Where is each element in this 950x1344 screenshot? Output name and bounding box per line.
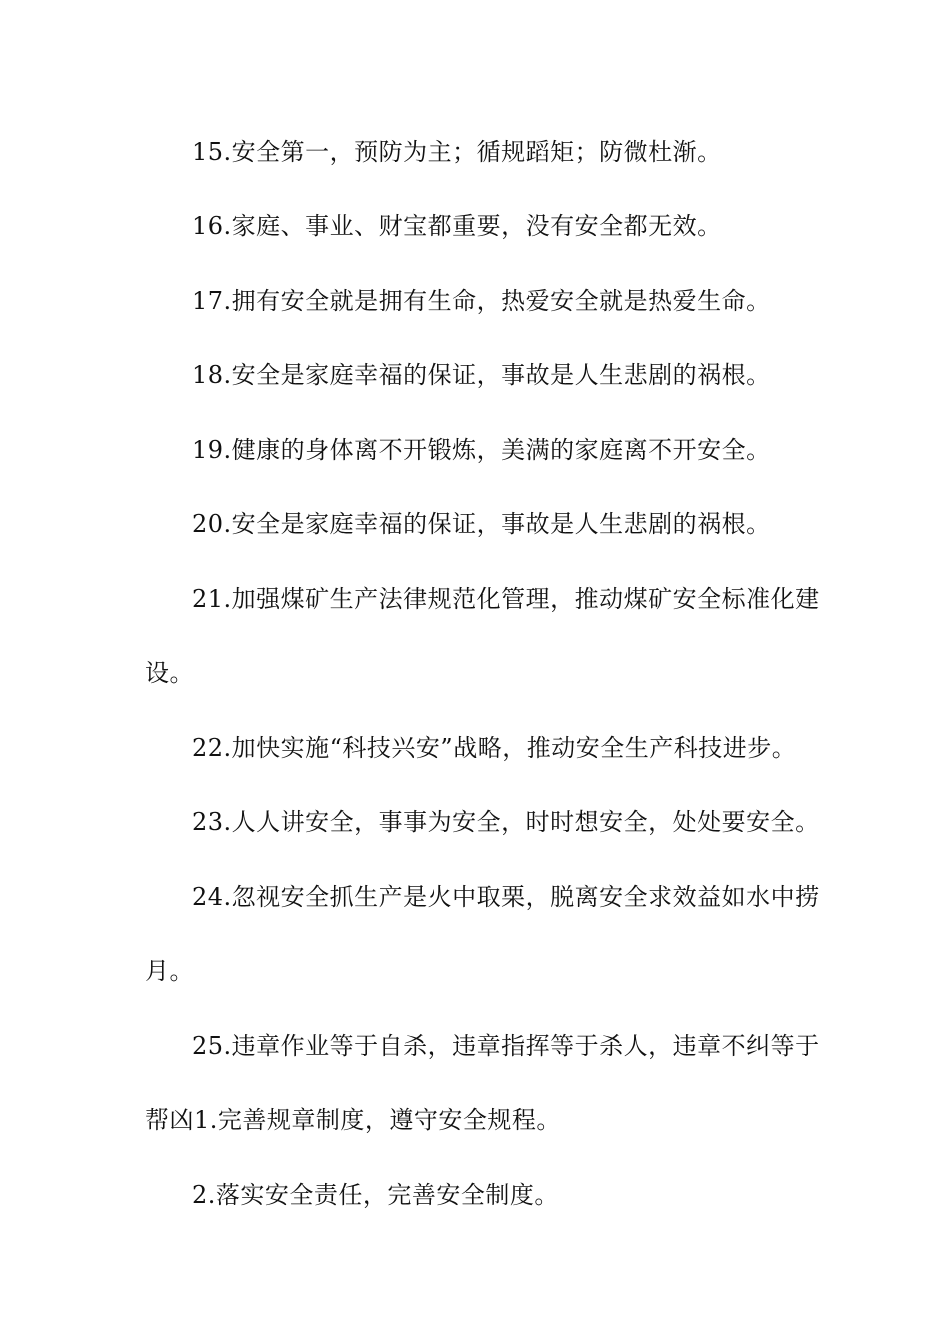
paragraph-line: 17.拥有安全就是拥有生命，热爱安全就是热爱生命。 xyxy=(192,287,771,315)
paragraph-line: 2.落实安全责任，完善安全制度。 xyxy=(192,1181,559,1209)
paragraph-line: 帮凶1.完善规章制度，遵守安全规程。 xyxy=(145,1106,561,1134)
paragraph-line: 设。 xyxy=(145,659,194,687)
paragraph-line: 15.安全第一，预防为主；循规蹈矩；防微杜渐。 xyxy=(192,138,722,166)
paragraph-line: 16.家庭、事业、财宝都重要，没有安全都无效。 xyxy=(192,212,722,240)
paragraph-line: 21.加强煤矿生产法律规范化管理，推动煤矿安全标准化建 xyxy=(192,585,820,613)
paragraph-line: 月。 xyxy=(145,957,194,985)
paragraph-line: 19.健康的身体离不开锻炼，美满的家庭离不开安全。 xyxy=(192,436,771,464)
paragraph-line: 20.安全是家庭幸福的保证，事故是人生悲剧的祸根。 xyxy=(192,510,771,538)
paragraph-line: 18.安全是家庭幸福的保证，事故是人生悲剧的祸根。 xyxy=(192,361,771,389)
paragraph-line: 22.加快实施“科技兴安”战略，推动安全生产科技进步。 xyxy=(192,734,797,762)
paragraph-line: 24.忽视安全抓生产是火中取栗，脱离安全求效益如水中捞 xyxy=(192,883,820,911)
paragraph-line: 25.违章作业等于自杀，违章指挥等于杀人，违章不纠等于 xyxy=(192,1032,820,1060)
paragraph-line: 23.人人讲安全，事事为安全，时时想安全，处处要安全。 xyxy=(192,808,820,836)
